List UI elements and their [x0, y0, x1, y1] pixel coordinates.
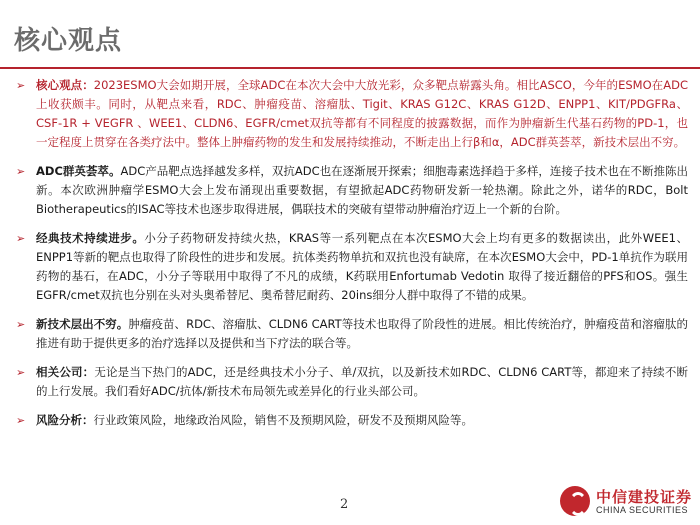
bullet-text: 行业政策风险，地缘政治风险，销售不及预期风险，研发不及预期风险等。 — [93, 413, 473, 427]
arrow-right-icon: ➢ — [16, 318, 26, 331]
arrow-right-icon: ➢ — [16, 366, 26, 379]
bullet-lead: ADC群英荟萃。 — [36, 164, 121, 178]
arrow-right-icon: ➢ — [16, 165, 26, 178]
page-number: 2 — [340, 497, 349, 512]
bullet-risk-analysis — [16, 411, 688, 430]
bullet-lead: 相关公司： — [36, 365, 95, 379]
bullet-related-companies — [16, 363, 688, 401]
title-divider — [0, 67, 700, 69]
bullet-lead: 新技术层出不穷。 — [36, 317, 129, 331]
bullet-lead: 风险分析： — [36, 413, 94, 427]
bullet-classic-tech — [16, 229, 688, 305]
arrow-right-icon: ➢ — [16, 79, 26, 92]
page-title: 核心观点 — [14, 26, 123, 56]
bullet-adc — [16, 162, 688, 219]
bullet-text: 无论是当下热门的ADC，还是经典技术小分子、单/双抗，以及新技术如RDC、CLDN6 CART等，都迎来了持续不断的上行发展。我们看好ADC/抗体/新技术布局领先或差异化的行业头部公司。 — [36, 365, 688, 398]
bullet-new-tech — [16, 315, 688, 353]
bullet-core-view — [16, 76, 688, 152]
bullet-text: 小分子药物研发持续火热，KRAS等一系列靶点在本次ESMO大会上均有更多的数据读出，此外WEE1、ENPP1等新的靶点也取得了阶段性的进步和发展。抗体类药物单抗和双抗也没有缺席，在本次ESMO大会中，PD-1单抗作为联用药物的基石，在ADC，小分子等联用中取得了不凡的成绩，K药联用Enfortumab Vedotin 取得了接近翻倍的PFS和OS。强生EGFR/cmet双抗也分别在头对头奥希替尼、奥希替尼耐药、20ins细分人群中取得了不错的成果。 — [36, 231, 688, 302]
logo-name-en: CHINA SECURITIES — [596, 505, 689, 515]
bullet-text: 2023ESMO大会如期开展，全球ADC在本次大会中大放光彩，众多靶点崭露头角。相比ASCO，今年的ESMO在ADC上收获颇丰。同时，从靶点来看，RDC、肿瘤疫苗、溶瘤肽、Tigit、KRAS G12C、KRAS G12D、ENPP1、KIT/PDGFRa、CSF-1R + VEGFR 、WEE1、CLDN6、EGFR/cmet双抗等都有不同程度的披露数据，而作为肿瘤新生代基石药物的PD-1，也一定程度上贯穿在各类疗法中。整体上肿瘤药物的发生和发展持续推动，不断走出上行β和α，ADC群英荟萃，新技术层出不穷。 — [36, 78, 688, 149]
logo-mark-icon — [560, 486, 590, 516]
arrow-right-icon: ➢ — [16, 232, 26, 245]
bullet-lead: 经典技术持续进步。 — [36, 231, 145, 245]
bullet-list — [16, 76, 688, 440]
arrow-right-icon: ➢ — [16, 414, 26, 427]
logo-name-cn: 中信建投证券 — [596, 488, 693, 506]
bullet-text: ADC产品靶点选择越发多样，双抗ADC也在逐渐展开探索；细胞毒素选择趋于多样，连接子技术也在不断推陈出新。本次欧洲肿瘤学ESMO大会上发布涌现出重要数据，有望掀起ADC药物研发新一轮热潮。除此之外，诺华的RDC，Bolt Biotherapeutics的ISAC等技术也逐步取得进展，偶联技术的突破有望带动肿瘤治疗迈上一个新的台阶。 — [36, 164, 689, 216]
company-logo — [560, 484, 692, 520]
bullet-text: 肿瘤疫苗、RDC、溶瘤肽、CLDN6 CART等技术也取得了阶段性的进展。相比传统治疗，肿瘤疫苗和溶瘤肽的推进有助于提供更多的治疗选择以及提供和当下疗法的联合等。 — [36, 317, 689, 350]
bullet-lead: 核心观点： — [36, 78, 94, 92]
